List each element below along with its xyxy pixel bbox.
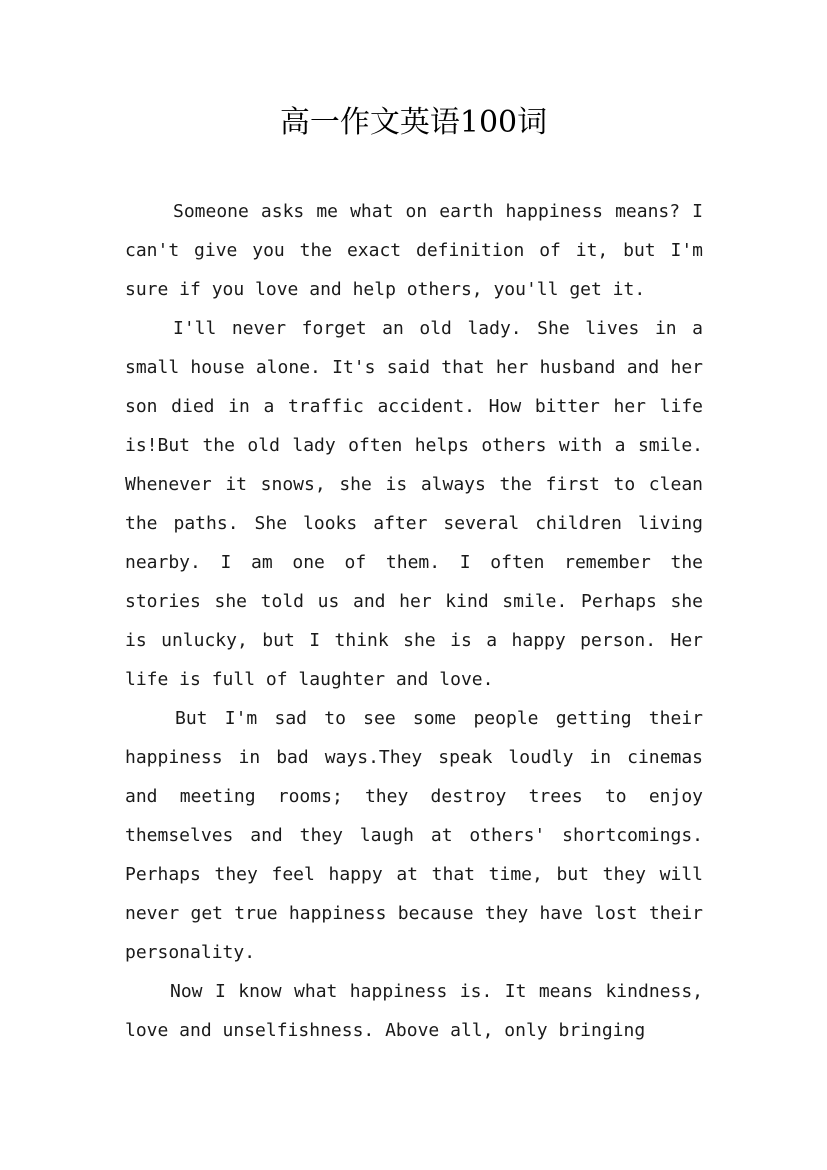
- document-title: 高一作文英语100词: [279, 105, 548, 140]
- paragraph-3: But I'm sad to see some people getting their happiness in bad ways.They speak loudly in cinemas and meeting rooms; they destroy trees to enjoy themselves and they laugh at others' shortcomings. Perhaps they feel happy at that time, but they will never get true happiness because they have lost their personality.: [125, 708, 703, 963]
- document-body: [125, 192, 703, 1050]
- paragraph-1: Someone asks me what on earth happiness means? I can't give you the exact definition of it, but I'm sure if you love and help others, you'll get it.: [125, 201, 703, 300]
- paragraph-2: I'll never forget an old lady. She lives in a small house alone. It's said that her husband and her son died in a traffic accident. How bitter her life is!But the old lady often helps others with a smile. Whenever it snows, she is always the first to clean the paths. She looks after several children living nearby. I am one of them. I often remember the stories she told us and her kind smile. Perhaps she is unlucky, but I think she is a happy person. Her life is full of laughter and love.: [125, 318, 703, 690]
- paragraph-4: Now I know what happiness is. It means kindness, love and unselfishness. Above all, only bringing: [125, 981, 703, 1041]
